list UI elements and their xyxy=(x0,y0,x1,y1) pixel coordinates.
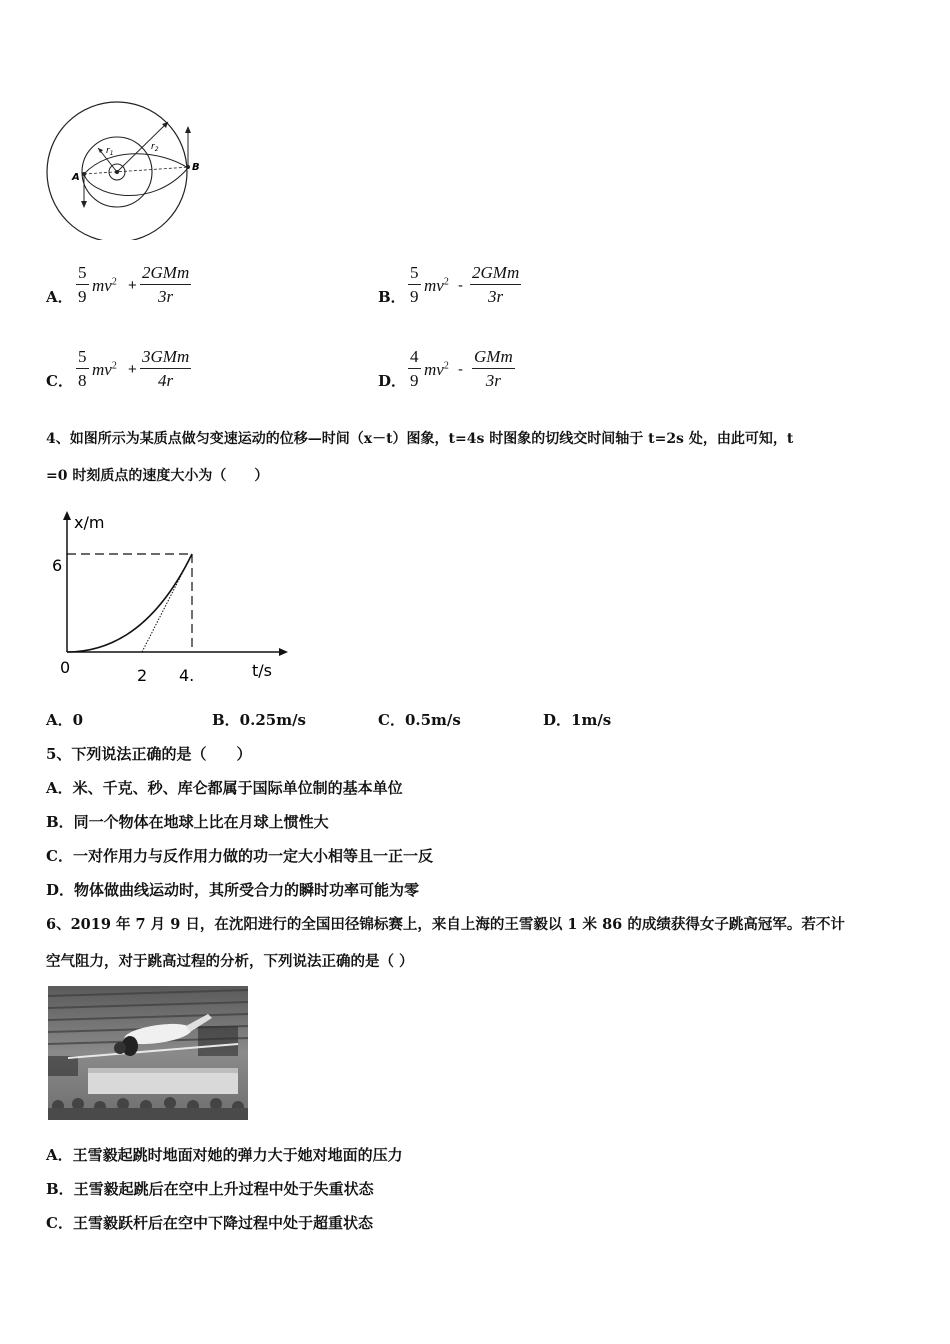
q4-option-d[interactable]: D．1m/s xyxy=(543,711,612,729)
frac-den: 3r xyxy=(488,287,504,306)
frac-num: 4 xyxy=(408,346,421,369)
q6-stem-line1: 6、2019 年 7 月 9 日，在沈阳进行的全国田径锦标赛上，来自上海的王雪毅以 1 米 86 的成绩获得女子跳高冠军。若不计 xyxy=(46,916,845,933)
frac-den: 4r xyxy=(158,371,174,390)
q6-option-c[interactable]: C．王雪毅跃杆后在空中下降过程中处于超重状态 xyxy=(46,1214,373,1232)
frac-num: 2GMm xyxy=(470,262,521,285)
frac-num: GMm xyxy=(472,346,515,369)
term-sup: 2 xyxy=(443,360,449,372)
q3-option-d[interactable] xyxy=(378,346,678,402)
graph-ylabel: x/m xyxy=(74,513,105,532)
q4-xt-graph xyxy=(44,506,294,691)
q5-option-b[interactable]: B．同一个物体在地球上比在月球上惯性大 xyxy=(46,813,329,831)
q4-stem-line1: 4、如图所示为某质点做匀变速运动的位移—时间（x－t）图象，t=4s 时图象的切线交时间轴于 t=2s 处，由此可知，t xyxy=(46,431,794,447)
frac-num: 5 xyxy=(76,262,89,285)
option-label: A． xyxy=(46,288,73,306)
frac-den: 9 xyxy=(410,371,419,390)
option-label: B． xyxy=(378,288,406,306)
frac-num: 3GMm xyxy=(140,346,191,369)
q4-stem-line2: =0 时刻质点的速度大小为（ ） xyxy=(46,468,269,484)
option-label: C． xyxy=(46,372,73,390)
term: mv xyxy=(92,276,112,295)
q5-option-c[interactable]: C．一对作用力与反作用力做的功一定大小相等且一正一反 xyxy=(46,847,433,865)
frac-den: 8 xyxy=(78,371,87,390)
high-jump-photo xyxy=(48,986,248,1120)
frac-num: 5 xyxy=(76,346,89,369)
frac-den: 3r xyxy=(158,287,174,306)
q3-option-c[interactable] xyxy=(46,346,346,402)
q6-option-a[interactable]: A．王雪毅起跳时地面对她的弹力大于她对地面的压力 xyxy=(46,1146,403,1164)
graph-xtick-4: 4. xyxy=(179,666,195,685)
q4-option-a[interactable]: A．0 xyxy=(46,711,84,729)
term-sup: 2 xyxy=(111,360,117,372)
q4-option-b[interactable]: B．0.25m/s xyxy=(212,711,307,729)
term: mv xyxy=(92,360,112,379)
option-label: D． xyxy=(378,372,407,390)
frac-num: 5 xyxy=(408,262,421,285)
label-r2: $r_2$ xyxy=(151,142,159,153)
q5-stem: 5、下列说法正确的是（ ） xyxy=(46,745,252,763)
graph-xtick-2: 2 xyxy=(137,666,148,685)
term: mv xyxy=(424,276,444,295)
frac-den: 9 xyxy=(78,287,87,306)
term: mv xyxy=(424,360,444,379)
q3-option-b[interactable] xyxy=(378,262,678,318)
q5-option-a[interactable]: A．米、千克、秒、库仑都属于国际单位制的基本单位 xyxy=(46,779,403,797)
q3-option-a[interactable] xyxy=(46,262,346,318)
frac-den: 9 xyxy=(410,287,419,306)
frac-num: 2GMm xyxy=(140,262,191,285)
operator: + xyxy=(128,361,137,378)
frac-den: 3r xyxy=(485,371,501,390)
graph-xlabel: t/s xyxy=(252,661,272,680)
graph-origin: 0 xyxy=(60,658,71,677)
q6-option-b[interactable]: B．王雪毅起跳后在空中上升过程中处于失重状态 xyxy=(46,1180,374,1198)
term-sup: 2 xyxy=(443,276,449,288)
label-A: A xyxy=(72,172,80,183)
label-r1: $r_1$ xyxy=(106,146,114,157)
label-B: B xyxy=(192,162,200,173)
q6-stem-line2: 空气阻力，对于跳高过程的分析，下列说法正确的是（ ） xyxy=(46,953,414,970)
q5-option-d[interactable]: D．物体做曲线运动时，其所受合力的瞬时功率可能为零 xyxy=(46,881,420,899)
graph-ytick-6: 6 xyxy=(52,556,63,575)
orbit-figure xyxy=(40,100,220,240)
operator: - xyxy=(458,277,463,294)
q4-option-c[interactable]: C．0.5m/s xyxy=(378,711,461,729)
operator: + xyxy=(128,277,137,294)
term-sup: 2 xyxy=(111,276,117,288)
operator: - xyxy=(458,361,463,378)
